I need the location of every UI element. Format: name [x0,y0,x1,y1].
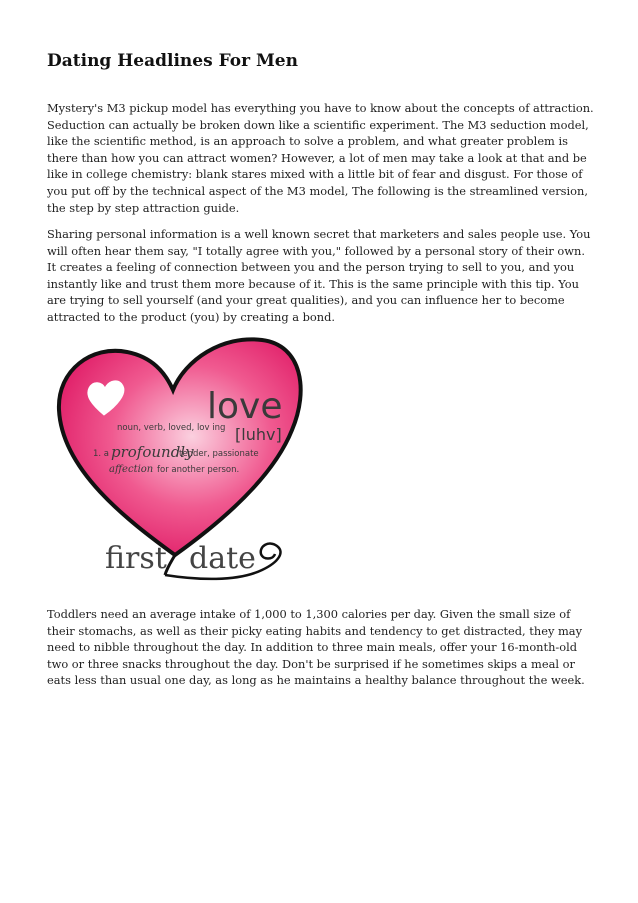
heart-icon [47,330,317,590]
caption-first: first [105,541,167,576]
love-pronunciation: [luhv] [235,425,282,444]
paragraph-toddlers: Toddlers need an average intake of 1,000 to 1,300 calories per day. Given the small size of their stomachs, as well as their picky eating habits and tendency to get distracted, they may need to nibble throughout the day. In addition to three main meals, offer your 16-month-old two or three snacks throughout the day. Don't be surprised if he sometimes skips a meal or eats less than usual one day, as long as he maintains a healthy balance throughout the week. [47,607,585,688]
paragraph-sharing: Sharing personal information is a well known secret that marketers and sales people use. You will often hear them say, "I totally agree with you," followed by a personal story of their own. It creates a feeling of connection between you and the person trying to sell to you, and you instantly like and trust them more because of it. This is the same principle with this tip. You are trying to sell yourself (and your great qualities), and you can influence her to become attracted to the product (you) by creating a bond. [47,227,591,324]
love-word: love [207,386,283,427]
profoundly-word: profoundly [111,443,194,461]
affection-word: affection [109,464,154,475]
definition-number: 1. a [93,449,110,459]
paragraph-intro: Mystery's M3 pickup model has everything you have to know about the concepts of attraction. Seduction can actually be broken down like a scientific experiment. The M3 seduction model, like the scientific method, is an approach to solve a problem, and what greater problem is there than how you can attract women? However, a lot of men may take a look at that and be like in college chemistry: blank stares mixed with a little bit of fear and disgust. For those of you put off by the technical aspect of the M3 model, The following is the streamlined version, the step by step attraction guide. [47,101,594,215]
definition-end: for another person. [157,465,240,475]
page-title: Dating Headlines For Men [47,51,298,71]
definition-rest: tender, passionate [179,449,259,459]
love-heart-image [47,330,317,590]
love-grammar: noun, verb, loved, lov ing [117,423,226,433]
caption-date: date [189,541,256,576]
